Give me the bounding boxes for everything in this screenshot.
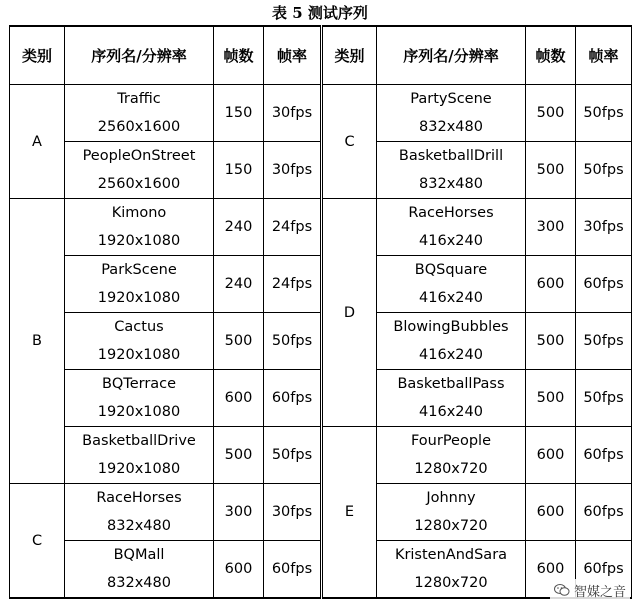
sequence-resolution: 1920x1080 <box>97 461 181 477</box>
sequence-resolution: 1920x1080 <box>97 290 181 306</box>
sequence-resolution: 1280x720 <box>414 461 488 477</box>
table-row <box>10 484 632 541</box>
watermark-text: 智媒之音 <box>573 584 626 600</box>
sequence-resolution: 832x480 <box>107 518 171 534</box>
sequence-name: PeopleOnStreet <box>82 148 196 164</box>
category-cell: A <box>10 85 65 199</box>
fps-cell: 30fps <box>576 199 632 256</box>
header-row <box>10 26 632 85</box>
sequence-resolution: 832x480 <box>107 575 171 591</box>
sequence-name: Cactus <box>114 319 164 335</box>
fps-cell: 50fps <box>576 142 632 199</box>
sequence-cell <box>65 313 214 370</box>
frames-cell: 300 <box>214 484 264 541</box>
frames-cell: 150 <box>214 85 264 142</box>
fps-cell: 50fps <box>576 370 632 427</box>
sequence-resolution: 1280x720 <box>414 575 488 591</box>
header-fps: 帧率 <box>576 26 632 85</box>
fps-cell: 60fps <box>576 256 632 313</box>
frames-cell: 500 <box>526 370 576 427</box>
table-row <box>10 256 632 313</box>
table-row <box>10 199 632 256</box>
frames-cell: 150 <box>214 142 264 199</box>
sequence-name: BasketballDrill <box>398 148 504 164</box>
fps-cell: 30fps <box>264 484 322 541</box>
sequence-name: BasketballPass <box>397 376 505 392</box>
sequence-cell <box>377 85 526 142</box>
header-sequence: 序列名/分辨率 <box>65 26 214 85</box>
sequence-name: BQMall <box>113 547 165 563</box>
fps-cell: 50fps <box>264 427 322 484</box>
sequence-resolution: 1920x1080 <box>97 404 181 420</box>
fps-cell: 30fps <box>264 142 322 199</box>
header-sequence: 序列名/分辨率 <box>377 26 526 85</box>
test-sequence-table <box>9 25 631 598</box>
sequence-resolution: 416x240 <box>419 290 483 306</box>
frames-cell: 600 <box>214 370 264 427</box>
sequence-resolution: 416x240 <box>419 347 483 363</box>
frames-cell: 600 <box>214 541 264 599</box>
frames-cell: 500 <box>214 313 264 370</box>
sequence-resolution: 1920x1080 <box>97 233 181 249</box>
sequence-cell <box>65 142 214 199</box>
sequence-resolution: 2560x1600 <box>97 119 181 135</box>
sequence-cell <box>65 256 214 313</box>
sequence-cell <box>65 427 214 484</box>
frames-cell: 240 <box>214 256 264 313</box>
sequence-name: BlowingBubbles <box>393 319 509 335</box>
sequence-name: RaceHorses <box>408 205 494 221</box>
sequence-cell <box>65 85 214 142</box>
sequence-cell <box>65 370 214 427</box>
category-cell: C <box>322 85 377 199</box>
sequence-resolution: 832x480 <box>419 119 483 135</box>
frames-cell: 500 <box>526 85 576 142</box>
frames-cell: 600 <box>526 427 576 484</box>
header-category: 类别 <box>322 26 377 85</box>
fps-cell: 60fps <box>576 484 632 541</box>
sequence-name: BasketballDrive <box>82 433 196 449</box>
fps-cell: 24fps <box>264 199 322 256</box>
sequence-cell <box>377 427 526 484</box>
frames-cell: 240 <box>214 199 264 256</box>
fps-cell: 60fps <box>576 427 632 484</box>
header-category: 类别 <box>10 26 65 85</box>
sequence-resolution: 1280x720 <box>414 518 488 534</box>
fps-cell: 50fps <box>576 85 632 142</box>
fps-cell: 60fps <box>264 370 322 427</box>
sequence-name: BQSquare <box>414 262 488 278</box>
frames-cell: 600 <box>526 484 576 541</box>
sequence-cell <box>377 370 526 427</box>
sequence-resolution: 416x240 <box>419 404 483 420</box>
category-cell: E <box>322 427 377 599</box>
frames-cell: 300 <box>526 199 576 256</box>
frames-cell: 500 <box>214 427 264 484</box>
sequence-resolution: 2560x1600 <box>97 176 181 192</box>
sequence-cell <box>65 199 214 256</box>
sequence-cell <box>65 541 214 599</box>
frames-cell: 600 <box>526 256 576 313</box>
sequence-name: Johnny <box>426 490 476 506</box>
frames-cell: 500 <box>526 313 576 370</box>
category-cell: B <box>10 199 65 484</box>
table-row <box>10 541 632 599</box>
frames-cell: 500 <box>526 142 576 199</box>
sequence-name: BQTerrace <box>101 376 177 392</box>
sequence-name: ParkScene <box>101 262 177 278</box>
sequence-name: Traffic <box>117 91 161 107</box>
table-row <box>10 142 632 199</box>
sequence-cell <box>377 199 526 256</box>
wechat-icon <box>554 583 570 597</box>
fps-cell: 60fps <box>576 541 632 599</box>
fps-cell: 60fps <box>264 541 322 599</box>
sequence-cell <box>377 313 526 370</box>
table-row <box>10 427 632 484</box>
header-fps: 帧率 <box>264 26 322 85</box>
sequence-name: FourPeople <box>410 433 492 449</box>
sequence-cell <box>65 484 214 541</box>
fps-cell: 50fps <box>264 313 322 370</box>
sequence-name: Kimono <box>111 205 167 221</box>
sequence-name: RaceHorses <box>96 490 182 506</box>
frames-cell: 600 <box>526 541 576 599</box>
sequence-cell <box>377 142 526 199</box>
sequence-resolution: 832x480 <box>419 176 483 192</box>
category-cell: C <box>10 484 65 599</box>
header-frames: 帧数 <box>526 26 576 85</box>
table-row <box>10 85 632 142</box>
watermark <box>550 579 630 601</box>
sequence-resolution: 1920x1080 <box>97 347 181 363</box>
fps-cell: 50fps <box>576 313 632 370</box>
table-caption: 表 5 测试序列 <box>272 4 368 22</box>
sequence-name: KristenAndSara <box>394 547 508 563</box>
sequence-cell <box>377 256 526 313</box>
header-frames: 帧数 <box>214 26 264 85</box>
fps-cell: 24fps <box>264 256 322 313</box>
sequence-name: PartyScene <box>410 91 492 107</box>
table-row <box>10 370 632 427</box>
sequence-resolution: 416x240 <box>419 233 483 249</box>
sequence-cell <box>377 484 526 541</box>
sequence-cell <box>377 541 526 599</box>
fps-cell: 30fps <box>264 85 322 142</box>
category-cell: D <box>322 199 377 427</box>
table-row <box>10 313 632 370</box>
